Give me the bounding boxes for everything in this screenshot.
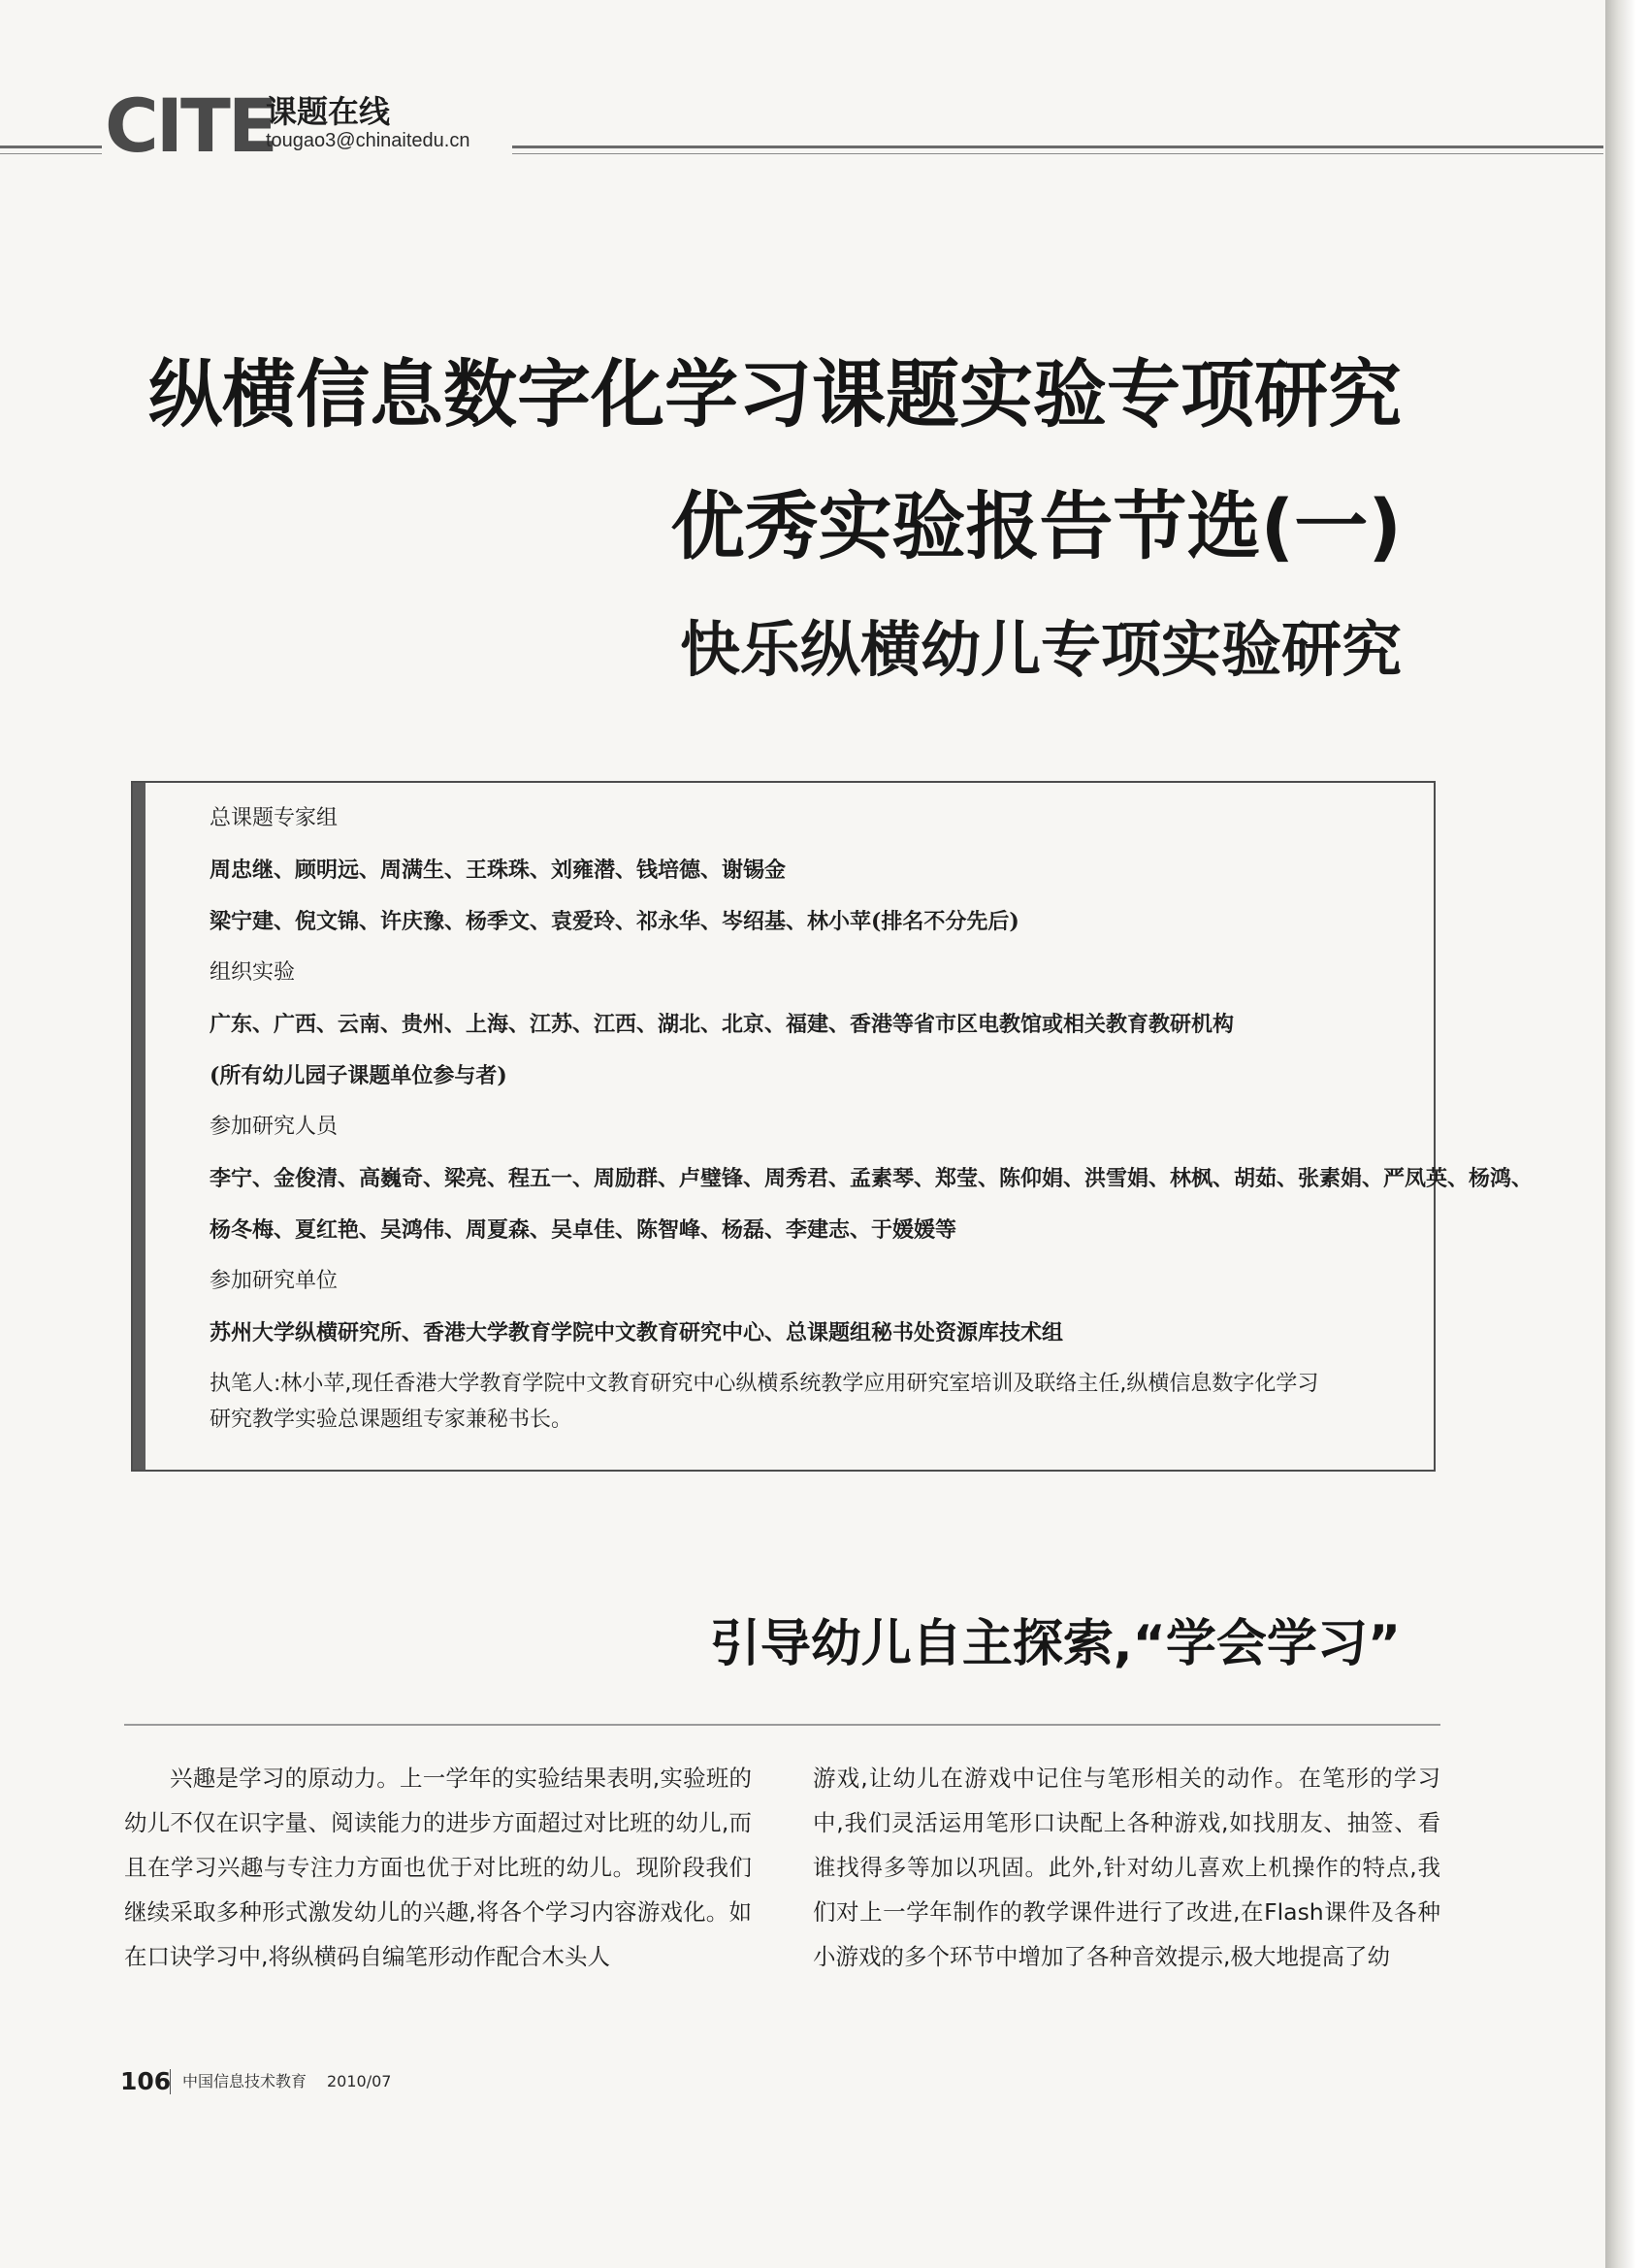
column-title: 课题在线 [266, 93, 391, 130]
body-paragraph-right: 游戏,让幼儿在游戏中记住与笔形相关的动作。在笔形的学习中,我们灵活运用笔形口诀配上各种游戏,如找朋友、抽签、看谁找得多等加以巩固。此外,针对幼儿喜欢上机操作的特点,我们对上一学年制作的教学课件进行了改进,在Flash课件及各种小游戏的多个环节中增加了各种音效提示,极大地提高了幼 [813, 1765, 1440, 1970]
section-rule [124, 1724, 1440, 1726]
researchers-label: 参加研究人员 [210, 1115, 339, 1139]
article-subtitle: 快乐纵横幼儿专项实验研究 [679, 614, 1402, 685]
issue-date: 2010/07 [327, 2072, 392, 2090]
research-units-line: 苏州大学纵横研究所、香港大学教育学院中文教育研究中心、总课题组秘书处资源库技术组 [210, 1320, 1064, 1345]
researchers-line-2: 杨冬梅、夏红艳、吴鸿伟、周夏森、吴卓佳、陈智峰、杨磊、李建志、于媛媛等 [210, 1217, 957, 1243]
body-column-right [813, 1756, 1440, 1979]
expert-group-members-1: 周忠继、顾明远、周满生、王珠珠、刘雍潜、钱培德、谢锡金 [210, 858, 787, 883]
header-rule-left-thin [0, 153, 102, 154]
header-rule-right [512, 146, 1603, 148]
body-paragraph-left: 兴趣是学习的原动力。上一学年的实验结果表明,实验班的幼儿不仅在识字量、阅读能力的进步方面超过对比班的幼儿,而且在学习兴趣与专注力方面也优于对比班的幼儿。现阶段我们继续采取多种形式激发幼儿的兴趣,将各个学习内容游戏化。如在口诀学习中,将纵横码自编笔形动作配合木头人 [124, 1765, 752, 1970]
organizers-label: 组织实验 [210, 960, 296, 985]
article-title-line2: 优秀实验报告节选(一) [670, 483, 1402, 569]
section-heading: 引导幼儿自主探索,“学会学习” [709, 1615, 1401, 1673]
footer-separator [170, 2069, 171, 2094]
header-rule-left [0, 146, 102, 148]
author-note-line-2: 研究教学实验总课题组专家兼秘书长。 [210, 1408, 573, 1432]
credits-body [210, 802, 1534, 1455]
author-note-line-1: 执笔人:林小苹,现任香港大学教育学院中文教育研究中心纵横系统教学应用研究室培训及联络主任,纵横信息数字化学习 [210, 1372, 1319, 1396]
expert-group-label: 总课题专家组 [210, 806, 339, 830]
article-title-line1: 纵横信息数字化学习课题实验专项研究 [148, 351, 1402, 437]
credits-side-bar [133, 783, 146, 1470]
page-number: 106 [120, 2067, 172, 2095]
header-rule-right-thin [512, 153, 1603, 154]
organizers-line-2: (所有幼儿园子课题单位参与者) [210, 1063, 507, 1088]
researchers-line-1: 李宁、金俊清、高巍奇、梁亮、程五一、周励群、卢璧锋、周秀君、孟素琴、郑莹、陈仰娟、洪雪娟、林枫、胡茹、张素娟、严凤英、杨鸿、 [210, 1166, 1534, 1191]
body-column-left [124, 1756, 752, 1979]
research-units-label: 参加研究单位 [210, 1269, 339, 1293]
credits-box [131, 781, 1534, 1472]
organizers-line-1: 广东、广西、云南、贵州、上海、江苏、江西、湖北、北京、福建、香港等省市区电教馆或相关教育教研机构 [210, 1012, 1235, 1037]
submission-email: tougao3@chinaitedu.cn [266, 130, 470, 151]
expert-group-members-2: 梁宁建、倪文锦、许庆豫、杨季文、袁爱玲、祁永华、岑绍基、林小苹(排名不分先后) [210, 909, 1019, 934]
journal-name: 中国信息技术教育 [182, 2072, 307, 2090]
page-edge [1605, 0, 1649, 2268]
cite-logo: CITE [105, 82, 275, 169]
